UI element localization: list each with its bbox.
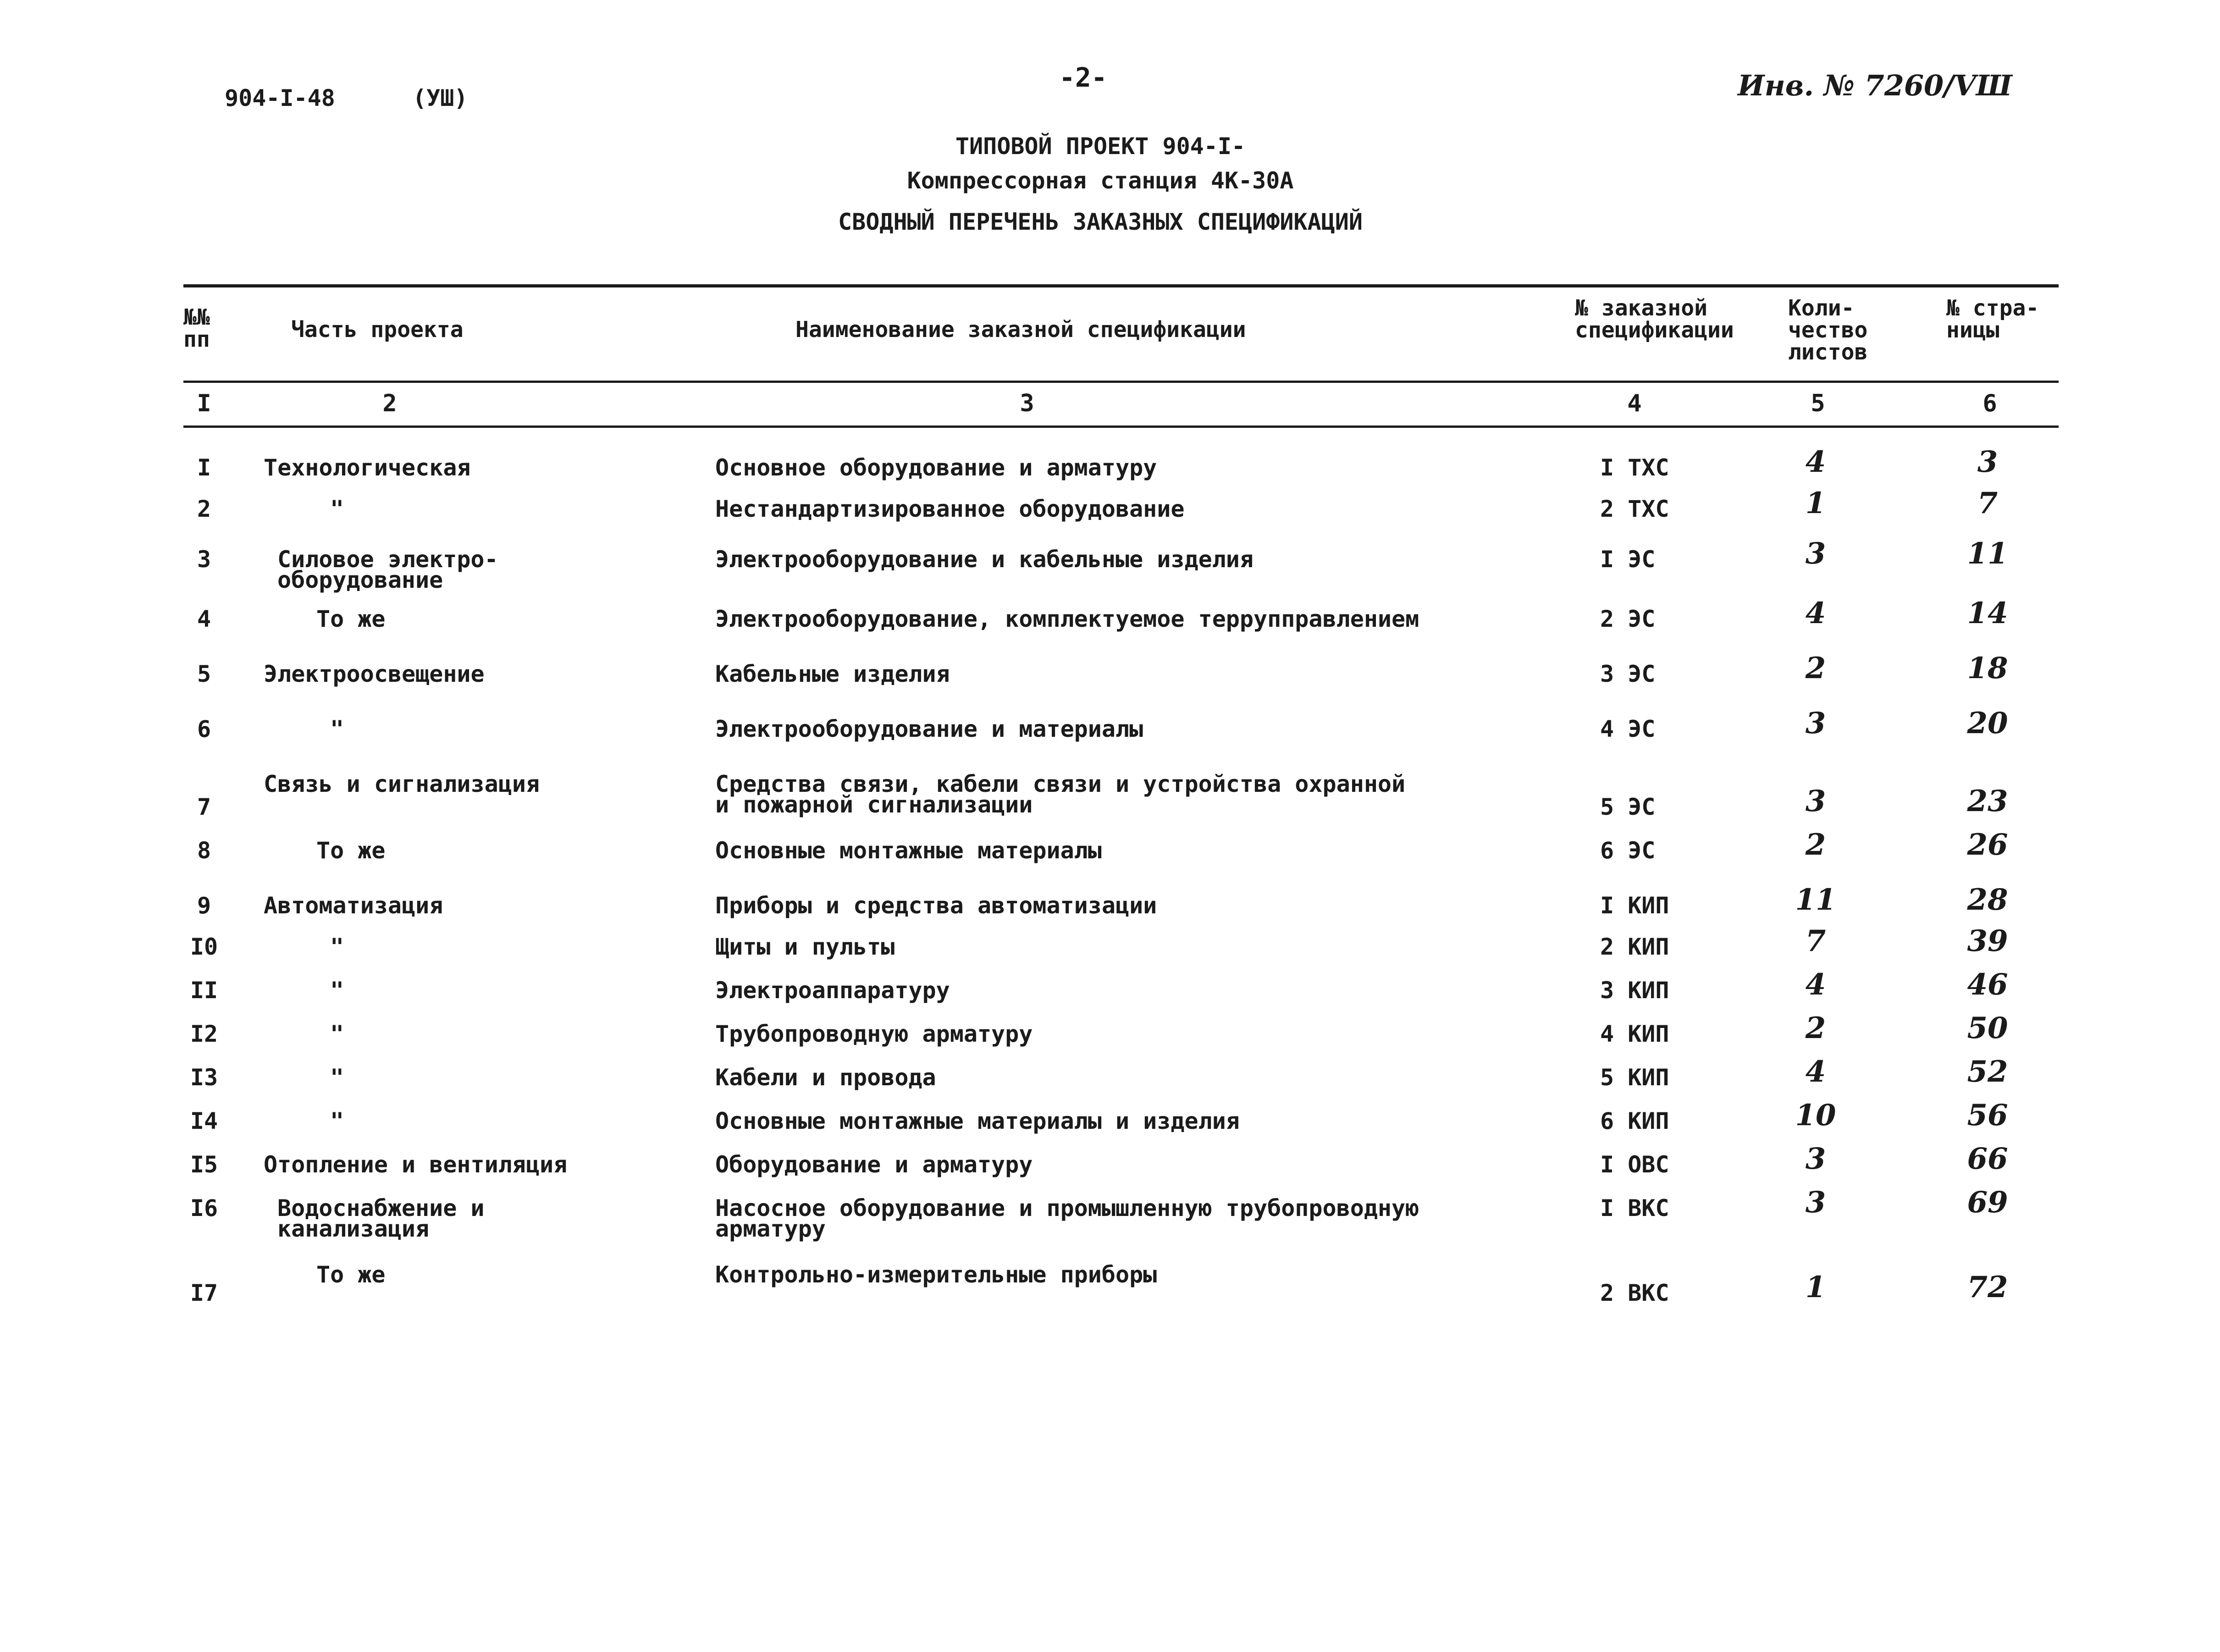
page-reference: 23: [1967, 784, 2008, 818]
project-part: Силовое электро-: [277, 546, 498, 573]
page-number: -2-: [1059, 62, 1107, 93]
sheet-count: 7: [1805, 924, 1826, 958]
specification-number: 5 ЭС: [1600, 794, 1656, 820]
sheet-count: 4: [1805, 967, 1826, 1002]
specification-number: 6 ЭС: [1600, 837, 1656, 864]
project-part: оборудование: [277, 567, 443, 593]
project-part: Связь и сигнализация: [264, 771, 540, 797]
page-reference: 28: [1967, 883, 2008, 917]
specification-name: и пожарной сигнализации: [715, 791, 1033, 818]
specification-name: Оборудование и арматуру: [715, 1151, 1033, 1178]
specification-name: арматуру: [715, 1216, 826, 1242]
document-title-line-1: ТИПОВОЙ ПРОЕКТ 904-I-: [955, 133, 1246, 160]
specification-name: Кабельные изделия: [715, 661, 950, 687]
album-number: (УШ): [413, 85, 468, 111]
page-reference: 26: [1967, 828, 2008, 862]
specification-name: Основные монтажные материалы: [715, 837, 1102, 864]
page-reference: 11: [1967, 536, 2008, 571]
sheet-count: 3: [1805, 1185, 1826, 1220]
sheet-count: 3: [1805, 1142, 1826, 1176]
sheet-count: 10: [1795, 1098, 1836, 1133]
specification-name: Кабели и провода: [715, 1064, 936, 1091]
col-header-sheets: Коли- чество листов: [1788, 295, 1868, 365]
sheet-count: 11: [1795, 883, 1836, 917]
row-number: I3: [190, 1064, 218, 1091]
page-reference: 3: [1977, 445, 1998, 479]
row-number: 9: [197, 892, 211, 919]
specification-number: 6 КИП: [1600, 1108, 1669, 1134]
col-number-2: 2: [382, 390, 397, 417]
sheet-count: 2: [1805, 651, 1826, 685]
col-header-spec-name: Наименование заказной спецификации: [795, 317, 1246, 343]
row-number: I6: [190, 1195, 218, 1221]
page-reference: 46: [1967, 967, 2008, 1002]
sheet-count: 2: [1805, 1011, 1826, 1045]
row-number: I4: [190, 1108, 218, 1134]
project-part: ": [330, 1021, 344, 1047]
project-part: То же: [316, 1261, 386, 1288]
row-number: 7: [197, 794, 211, 820]
project-part: Электроосвещение: [264, 661, 485, 687]
page-reference: 56: [1967, 1098, 2008, 1133]
inventory-number: Инв. № 7260/VШ: [1738, 69, 2012, 102]
specification-number: I ТХС: [1600, 454, 1669, 481]
page-reference: 39: [1967, 924, 2008, 958]
row-number: 6: [197, 716, 211, 742]
col-number-1: I: [197, 390, 211, 417]
page-reference: 72: [1967, 1270, 2008, 1304]
project-part: Водоснабжение и: [277, 1195, 485, 1221]
sheet-count: 2: [1805, 828, 1826, 862]
page-reference: 52: [1967, 1055, 2008, 1089]
row-number: II: [190, 977, 218, 1004]
page-reference: 66: [1967, 1142, 2008, 1176]
row-number: I2: [190, 1021, 218, 1047]
specification-number: 4 КИП: [1600, 1021, 1669, 1047]
specification-number: 3 ЭС: [1600, 661, 1656, 687]
row-number: I0: [190, 934, 218, 960]
table-top-rule: [183, 284, 2059, 287]
col-header-part: Часть проекта: [291, 317, 464, 343]
specification-number: 2 ЭС: [1600, 606, 1656, 632]
specification-number: I ОВС: [1600, 1151, 1669, 1178]
document-title-line-2: Компрессорная станция 4К-30А: [907, 167, 1294, 194]
row-number: I: [197, 454, 211, 481]
specification-name: Насосное оборудование и промышленную трубопроводную: [715, 1195, 1419, 1221]
specification-name: Электрооборудование и кабельные изделия: [715, 546, 1254, 573]
col-number-4: 4: [1627, 390, 1642, 417]
row-number: I5: [190, 1151, 218, 1178]
col-number-5: 5: [1811, 390, 1825, 417]
sheet-count: 4: [1805, 445, 1826, 479]
specification-number: 4 ЭС: [1600, 716, 1656, 742]
row-number: 4: [197, 606, 211, 632]
specification-name: Приборы и средства автоматизации: [715, 892, 1157, 919]
col-header-spec-number: № заказной спецификации: [1575, 295, 1734, 343]
project-part: ": [330, 977, 344, 1004]
sheet-count: 4: [1805, 1055, 1826, 1089]
project-part: канализация: [277, 1216, 430, 1242]
specification-name: Нестандартизированное оборудование: [715, 496, 1185, 522]
specification-number: 3 КИП: [1600, 977, 1669, 1004]
specification-name: Электрооборудование и материалы: [715, 716, 1143, 742]
page-reference: 20: [1967, 706, 2008, 740]
project-part: Технологическая: [264, 454, 471, 481]
col-number-6: 6: [1983, 390, 1997, 417]
project-part: Автоматизация: [264, 892, 443, 919]
sheet-count: 1: [1805, 486, 1826, 520]
specification-number: 5 КИП: [1600, 1064, 1669, 1091]
sheet-count: 3: [1805, 536, 1826, 571]
page-reference: 18: [1967, 651, 2008, 685]
page-reference: 14: [1967, 596, 2008, 630]
specification-number: I ЭС: [1600, 546, 1656, 573]
specification-number: 2 КИП: [1600, 934, 1669, 960]
table-header-rule: [183, 381, 2059, 383]
row-number: 8: [197, 837, 211, 864]
project-part: ": [330, 716, 344, 742]
row-number: 3: [197, 546, 211, 573]
project-part: То же: [316, 837, 386, 864]
col-number-3: 3: [1020, 390, 1034, 417]
sheet-count: 3: [1805, 706, 1826, 740]
specification-name: Основные монтажные материалы и изделия: [715, 1108, 1240, 1134]
page-reference: 50: [1967, 1011, 2008, 1045]
project-part: ": [330, 1064, 344, 1091]
row-number: I7: [190, 1280, 218, 1306]
row-number: 5: [197, 661, 211, 687]
row-number: 2: [197, 496, 211, 522]
project-part: ": [330, 934, 344, 960]
specification-name: Контрольно-измерительные приборы: [715, 1261, 1157, 1288]
specification-name: Средства связи, кабели связи и устройства охранной: [715, 771, 1406, 797]
project-part: ": [330, 1108, 344, 1134]
specification-name: Основное оборудование и арматуру: [715, 454, 1157, 481]
table-column-number-rule: [183, 425, 2059, 428]
specification-number: 2 ТХС: [1600, 496, 1669, 522]
specification-number: 2 ВКС: [1600, 1280, 1669, 1306]
project-part: То же: [316, 606, 386, 632]
sheet-count: 3: [1805, 784, 1826, 818]
specification-name: Электрооборудование, комплектуемое террупправлением: [715, 606, 1419, 632]
sheet-count: 1: [1805, 1270, 1826, 1304]
page-reference: 69: [1967, 1185, 2008, 1220]
project-part: ": [330, 496, 344, 522]
specification-number: I ВКС: [1600, 1195, 1669, 1221]
document-code: 904-I-48: [225, 85, 335, 111]
page-reference: 7: [1977, 486, 1998, 520]
specification-name: Трубопроводную арматуру: [715, 1021, 1033, 1047]
specification-name: Электроаппаратуру: [715, 977, 950, 1004]
project-part: Отопление и вентиляция: [264, 1151, 568, 1178]
col-header-page: № стра- ницы: [1946, 295, 2039, 343]
col-header-number: №№ пп: [183, 304, 210, 352]
sheet-count: 4: [1805, 596, 1826, 630]
specification-number: I КИП: [1600, 892, 1669, 919]
specification-name: Щиты и пульты: [715, 934, 895, 960]
document-title-line-3: СВОДНЫЙ ПЕРЕЧЕНЬ ЗАКАЗНЫХ СПЕЦИФИКАЦИЙ: [838, 209, 1363, 235]
